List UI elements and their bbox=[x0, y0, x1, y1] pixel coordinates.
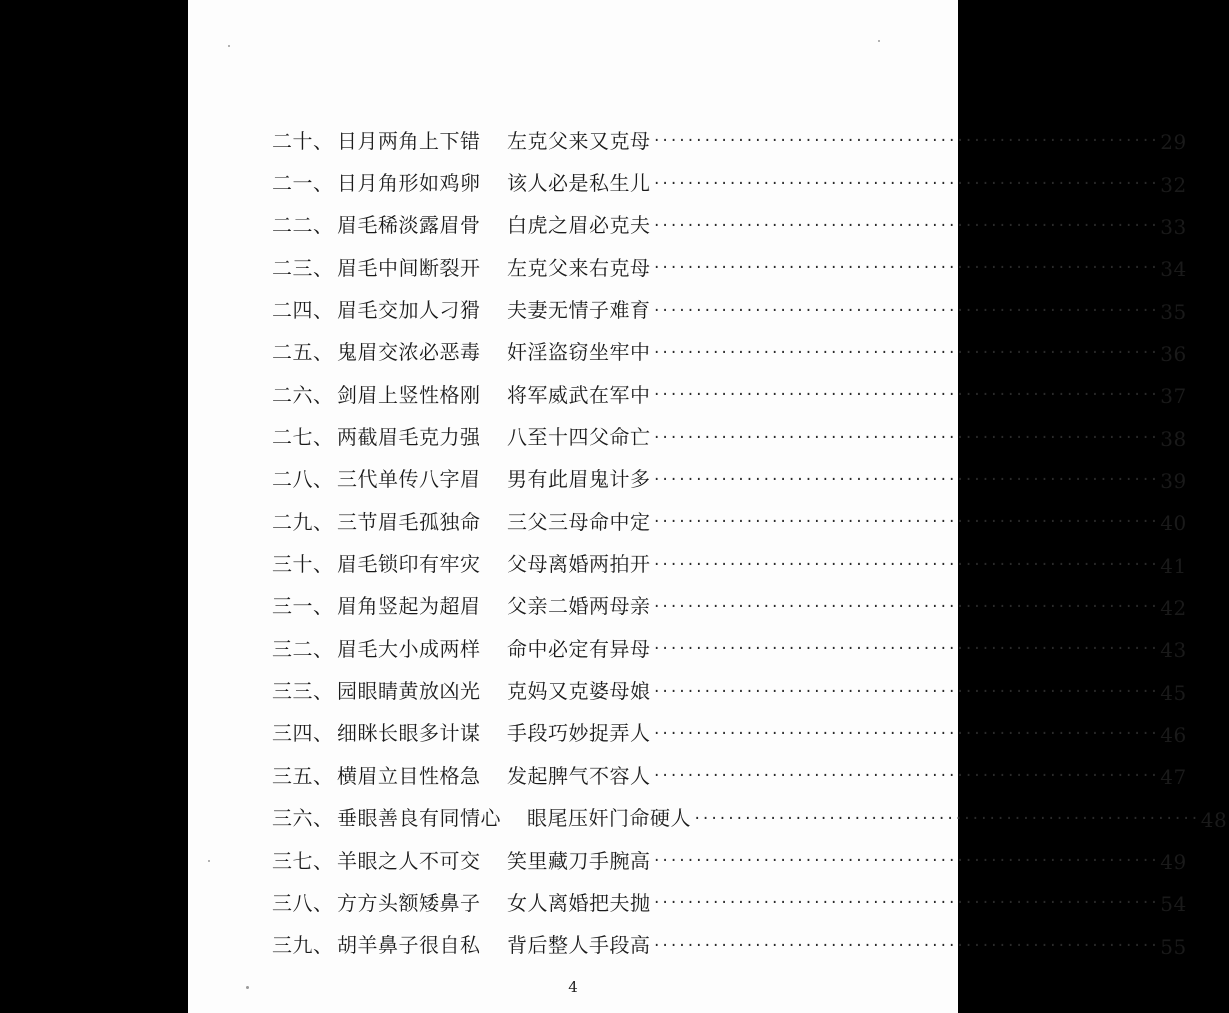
toc-entry bbox=[272, 414, 1187, 456]
toc-dot-leader: ···························································· bbox=[652, 853, 1159, 870]
toc-entry-page: 55 bbox=[1160, 934, 1187, 959]
toc-entry-description: 左克父来右克母 bbox=[507, 255, 651, 280]
toc-entry-title: 眉毛稀淡露眉骨 bbox=[337, 213, 481, 238]
scan-speck bbox=[208, 860, 210, 862]
toc-entry-title: 细眯长眼多计谋 bbox=[337, 721, 481, 746]
toc-dot-leader: ···························································· bbox=[652, 641, 1159, 658]
toc-entry-description: 白虎之眉必克夫 bbox=[507, 213, 651, 238]
toc-entry-page: 54 bbox=[1160, 892, 1187, 917]
toc-entry-page: 35 bbox=[1160, 299, 1187, 324]
toc-dot-leader: ···························································· bbox=[652, 344, 1159, 361]
scan-speck bbox=[878, 40, 880, 42]
toc-entry-title: 胡羊鼻子很自私 bbox=[337, 933, 481, 958]
toc-entry-title: 方方头额矮鼻子 bbox=[337, 890, 481, 915]
toc-entry bbox=[272, 880, 1187, 922]
toc-entry-number: 三四、 bbox=[272, 721, 334, 746]
toc-entry-number: 二十、 bbox=[272, 128, 334, 153]
toc-entry-title: 眉毛交加人刁猾 bbox=[337, 298, 481, 323]
toc-entry-description: 夫妻无情子难育 bbox=[507, 298, 651, 323]
toc-entry-description: 三父三母命中定 bbox=[507, 509, 651, 534]
toc-entry-page: 46 bbox=[1160, 722, 1187, 747]
toc-entry-number: 三九、 bbox=[272, 933, 334, 958]
toc-entry bbox=[272, 584, 1187, 626]
toc-entry bbox=[272, 668, 1187, 710]
toc-entry-page: 29 bbox=[1160, 130, 1187, 155]
page-number: 4 bbox=[568, 978, 578, 996]
toc-entry-page: 47 bbox=[1160, 765, 1187, 790]
toc-entry-title: 日月两角上下错 bbox=[337, 128, 481, 153]
toc-entry bbox=[272, 457, 1187, 499]
toc-dot-leader: ···························································· bbox=[652, 514, 1159, 531]
toc-entry-page: 42 bbox=[1160, 595, 1187, 620]
toc-entry bbox=[272, 923, 1187, 965]
toc-entry-title: 三节眉毛孤独命 bbox=[337, 509, 481, 534]
toc-dot-leader: ···························································· bbox=[652, 387, 1159, 404]
table-of-contents bbox=[272, 118, 1228, 965]
scan-speck bbox=[228, 45, 230, 47]
toc-entry-number: 三八、 bbox=[272, 890, 334, 915]
toc-entry-number: 二三、 bbox=[272, 255, 334, 280]
toc-entry-title: 日月角形如鸡卵 bbox=[337, 171, 481, 196]
toc-entry-description: 奸淫盗窃坐牢中 bbox=[507, 340, 651, 365]
toc-entry-number: 二二、 bbox=[272, 213, 334, 238]
toc-entry-page: 41 bbox=[1160, 553, 1187, 578]
toc-entry-description: 笑里藏刀手腕高 bbox=[507, 848, 651, 873]
toc-entry-number: 二八、 bbox=[272, 467, 334, 492]
toc-entry bbox=[272, 753, 1187, 795]
toc-entry-number: 二一、 bbox=[272, 171, 334, 196]
toc-entry-title: 横眉立目性格急 bbox=[337, 763, 481, 788]
toc-entry-number: 三三、 bbox=[272, 679, 334, 704]
toc-entry-number: 三二、 bbox=[272, 636, 334, 661]
toc-entry bbox=[272, 796, 1228, 838]
toc-dot-leader: ···························································· bbox=[652, 302, 1159, 319]
toc-dot-leader: ···························································· bbox=[652, 175, 1159, 192]
toc-entry-number: 二七、 bbox=[272, 425, 334, 450]
toc-dot-leader: ···························································· bbox=[652, 260, 1159, 277]
toc-entry bbox=[272, 160, 1187, 202]
toc-entry bbox=[272, 541, 1187, 583]
toc-entry-title: 眉毛中间断裂开 bbox=[337, 255, 481, 280]
toc-entry-description: 父亲二婚两母亲 bbox=[507, 594, 651, 619]
toc-entry-number: 二六、 bbox=[272, 382, 334, 407]
toc-entry-title: 垂眼善良有同情心 bbox=[337, 806, 501, 831]
toc-entry-title: 鬼眉交浓必恶毒 bbox=[337, 340, 481, 365]
toc-entry-description: 背后整人手段高 bbox=[507, 933, 651, 958]
toc-entry-page: 40 bbox=[1160, 511, 1187, 536]
toc-entry-description: 左克父来又克母 bbox=[507, 128, 651, 153]
toc-entry-number: 二四、 bbox=[272, 298, 334, 323]
toc-dot-leader: ···························································· bbox=[652, 429, 1159, 446]
toc-entry-title: 三代单传八字眉 bbox=[337, 467, 481, 492]
toc-dot-leader: ···························································· bbox=[652, 725, 1159, 742]
toc-entry-description: 发起脾气不容人 bbox=[507, 763, 651, 788]
toc-entry bbox=[272, 838, 1187, 880]
toc-entry bbox=[272, 372, 1187, 414]
toc-entry-title: 两截眉毛克力强 bbox=[337, 425, 481, 450]
toc-dot-leader: ···························································· bbox=[652, 895, 1159, 912]
toc-entry-page: 38 bbox=[1160, 426, 1187, 451]
toc-entry-title: 园眼睛黄放凶光 bbox=[337, 679, 481, 704]
toc-entry bbox=[272, 287, 1187, 329]
toc-entry-description: 手段巧妙捉弄人 bbox=[507, 721, 651, 746]
toc-entry-number: 二五、 bbox=[272, 340, 334, 365]
toc-entry-description: 将军威武在军中 bbox=[507, 382, 651, 407]
toc-entry-number: 三六、 bbox=[272, 806, 334, 831]
toc-entry bbox=[272, 330, 1187, 372]
toc-entry bbox=[272, 499, 1187, 541]
toc-entry-title: 剑眉上竖性格刚 bbox=[337, 382, 481, 407]
toc-dot-leader: ···························································· bbox=[652, 683, 1159, 700]
toc-entry-page: 34 bbox=[1160, 257, 1187, 282]
toc-entry-description: 男有此眉鬼计多 bbox=[507, 467, 651, 492]
toc-entry-page: 43 bbox=[1160, 638, 1187, 663]
toc-entry-page: 37 bbox=[1160, 384, 1187, 409]
document-page bbox=[188, 0, 1228, 1013]
toc-entry-title: 眉毛大小成两样 bbox=[337, 636, 481, 661]
toc-entry bbox=[272, 245, 1187, 287]
toc-dot-leader: ···························································· bbox=[693, 810, 1199, 827]
toc-entry-description: 该人必是私生儿 bbox=[507, 171, 651, 196]
toc-entry bbox=[272, 203, 1187, 245]
toc-dot-leader: ···························································· bbox=[652, 556, 1159, 573]
toc-dot-leader: ···························································· bbox=[652, 937, 1159, 954]
toc-entry-description: 眼尾压奸门命硬人 bbox=[527, 806, 691, 831]
toc-entry-title: 眉角竖起为超眉 bbox=[337, 594, 481, 619]
toc-entry-description: 命中必定有异母 bbox=[507, 636, 651, 661]
toc-dot-leader: ···························································· bbox=[652, 133, 1159, 150]
toc-entry-page: 48 bbox=[1200, 807, 1228, 832]
toc-entry-page: 36 bbox=[1160, 341, 1187, 366]
toc-entry-page: 45 bbox=[1160, 680, 1187, 705]
toc-entry-number: 三七、 bbox=[272, 848, 334, 873]
toc-dot-leader: ···························································· bbox=[652, 471, 1159, 488]
toc-entry-description: 父母离婚两拍开 bbox=[507, 552, 651, 577]
toc-dot-leader: ···························································· bbox=[652, 217, 1159, 234]
toc-entry-number: 二九、 bbox=[272, 509, 334, 534]
toc-dot-leader: ···························································· bbox=[652, 768, 1159, 785]
toc-entry-page: 32 bbox=[1160, 172, 1187, 197]
toc-entry bbox=[272, 711, 1187, 753]
toc-entry-number: 三五、 bbox=[272, 763, 334, 788]
toc-entry bbox=[272, 118, 1187, 160]
toc-entry-title: 羊眼之人不可交 bbox=[337, 848, 481, 873]
toc-entry-title: 眉毛锁印有牢灾 bbox=[337, 552, 481, 577]
toc-entry-description: 克妈又克婆母娘 bbox=[507, 679, 651, 704]
toc-entry-page: 39 bbox=[1160, 468, 1187, 493]
scan-speck bbox=[246, 986, 249, 989]
toc-entry-number: 三十、 bbox=[272, 552, 334, 577]
toc-entry-page: 33 bbox=[1160, 214, 1187, 239]
toc-dot-leader: ···························································· bbox=[652, 598, 1159, 615]
toc-entry-description: 八至十四父命亡 bbox=[507, 425, 651, 450]
toc-entry-number: 三一、 bbox=[272, 594, 334, 619]
toc-entry bbox=[272, 626, 1187, 668]
toc-entry-description: 女人离婚把夫抛 bbox=[507, 890, 651, 915]
toc-entry-page: 49 bbox=[1160, 850, 1187, 875]
